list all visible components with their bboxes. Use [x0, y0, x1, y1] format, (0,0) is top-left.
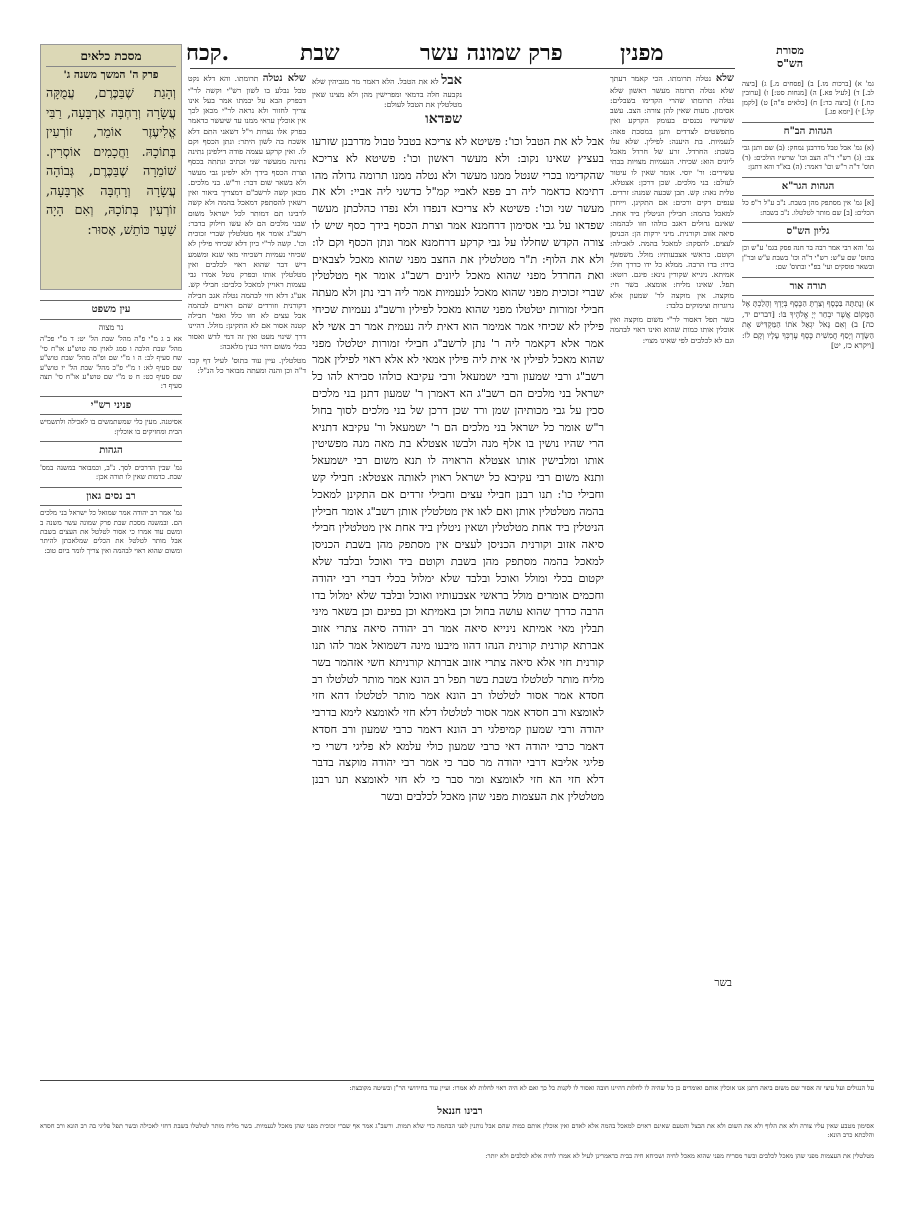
hagahot-bach-text: (א) גמ' אבל טבל מדרבנן נמחק: (ב) שם ותנן גבי צב: (ג) רש"י ד"ה הצב וכו' שרשיו הולכים: (ד) תוס' ד"ה ר"ש וכו' דאמר: (ה) בא"ד והא דתנן: — [742, 144, 874, 172]
talmud-lower-text — [312, 976, 732, 1050]
footer-tosafot-text: על הנגולים ועל עיצי זה אסור שם משום ביאה דתנן אנו אוכלין אותם ואומרים כן כל שהיה לו לחלות דהיינו חובה ואסור לו לקנות כל כך ואם לא היה ראוי לחלות לא אמרו: ועיין עוד בחידושי הר"ן ובשיטה מקובצת: — [349, 1084, 874, 1092]
tosafot-lead: שלא נטלה — [262, 73, 306, 84]
rashi-lead: שלא — [715, 73, 734, 84]
gilyon-shas-title: גליון הש"ס — [742, 222, 874, 242]
hagahot-gra-title: הגהות הגר"א — [742, 177, 874, 197]
ein-mishpat-subtitle: נר מצוה — [98, 322, 124, 332]
rav-nissim-title: רב נסים גאון — [40, 487, 182, 507]
mishna-box-text: וְהָגַת שֶׁבַּכֶּרֶם, עֲמֻקָּה עֲשָׂרָה וְרָחְבָּה אַרְבָּעָה, רַבִּי אֱלִיעֶזֶר אוֹמֵר, זוֹרְעִין בְּתוֹכָהּ. וַחֲכָמִים אוֹסְרִין. שׁוֹמֵרָה שֶׁבַּכֶּרֶם, גְּבוֹהָה עֲשָׂרָה וְרָחְבָּה אַרְבָּעָה, זוֹרְעִין בְּתוֹכָהּ, וְאִם הָיָה שַׁעַר כּוֹתֵשׁ, אָסוּר: — [46, 85, 176, 237]
rashi-bottom: בשר תפל דאסור לר"י משום מוקצה ואין אוכלין אותו כמות שהוא ואינו ראוי לבהמה וגם לא לכלבים לפי שאינו מצוי: — [610, 315, 734, 345]
right-margin-column — [742, 80, 874, 1074]
tractate-name: שבת — [300, 40, 340, 66]
mishna-box-title: מסכת כלאים — [46, 49, 176, 67]
footer-tosafot-continuation — [40, 1084, 874, 1104]
rashi-column — [610, 72, 734, 972]
footer-bottom-text: מטלטלין את העצמות מפני שהן מאכל לכלבים ובשר מסריח מפני שהוא מאכל לחיה ושכיחא חיה בבית כדאמרינן לעיל לא אמרו לחיה אלא לכלבים ולא יותר: — [485, 1152, 874, 1160]
gilyon-shas-text: גמ' והא רבי אמר רבה בר חנה פסק בגמ' ע"ש וכן בתוס' שם ע"ש: רש"י ד"ה וכו' בשבת ע"ש ובר"ן ובשאר פוסקים ועי' בפ"י ובתוס' שם: — [742, 244, 874, 272]
rabbeinu-chananel-body: אסימון מטבע שאין עליו צורה ולא את הלוף ולא את השום ולא את הבצל והטעם שאינם ראוים למאכל בהמה אלא לאדם ואין אוכלין אותם כמות שהם אבל נותנין לפני הבהמה כדי שלא תמות. ורשב"ג אמר אף שברי זכוכית מפני שהן מאכל לנעמיות. בשר מליח מותר לטלטלו בשבת דחזי לאכילה ובשר תפל פליגי בה רב הונא ורב חסדא והלכתא כרב הונא: — [40, 1122, 874, 1140]
rabbeinu-chananel-text — [40, 1122, 874, 1150]
left-margin-column — [40, 296, 182, 1074]
header-rule — [190, 68, 735, 69]
rabbeinu-chananel-label: רבינו חננאל — [437, 1106, 483, 1117]
ein-mishpat-text: אא ב ג מ"י פ"ה מהל' שבת הל' יט: ד מ"י פכ"ה מהל' שבת הלכה ו סמג לאוין סה טוש"ע או"ח סי' שח סעיף לב: ה ו מ"י שם ופ"ה מהל' שבת טוש"ע שם סעיף לא: ז מ"י פ"כ מהל' שבת הל' יז טוש"ע שם סעיף כט: ח ט מ"י שם טוש"ע או"ח סי' תצה סעיף ד: — [40, 335, 182, 391]
tosafot-column — [188, 72, 306, 1072]
mishna-box-heading: פרק ה' המשך משנה ג' — [63, 69, 159, 81]
talmud-lower-lead: בשר — [714, 977, 732, 989]
talmud-main-text — [312, 134, 604, 974]
mesoret-title-line1: מסורת — [776, 44, 804, 57]
hagahot-left-text: גמ' שבין הדרכים לסך. נ"ב, וכמבואר במשנה במס' שבת. כדמות שאין לו תורה אכן: — [40, 463, 182, 482]
torah-or-text: א) וְנָתַתָּה בַּכָּסֶף וְצַרְתָּ הַכֶּסֶף בְּיָדְךָ וְהָלַכְתָּ אֶל הַמָּקוֹם אֲשֶׁר יִבְחַר יְיָ אֱלֹהֶיךָ בּוֹ: [דברים יד, כה] ב) וְאִם גָּאֹל יִגְאַל אֹתוֹ הַמַּקְדִּישׁ אֶת הַשָּׂדֶה וְיָסַף חֲמִשִׁית כֶּסֶף עֶרְכְּךָ עָלָיו וְקָם לוֹ: [ויקרא כז, יט] — [742, 299, 874, 351]
talmud-second-lead: שפדאו — [425, 111, 462, 128]
hagahot-gra-text: [א] גמ' אין מסתפק מהן בשבת. נ"ב ע"ל ר"פ כל הכלים: [ב] שם מותר לטלטלו. נ"ב בשבת: — [742, 199, 874, 217]
hagahot-bach-title: הגהות הב"ח — [742, 122, 874, 142]
footer-bottom-line — [40, 1152, 874, 1172]
torah-or-title: תורה אור — [742, 277, 874, 297]
rav-nissim-text: גמ' אמר רב יהודה אמר שמואל כל ישראל בני מלכים הם. ובמשנה מסכת שבת פרק שמונה עשר משנה ב ומשם עוד אמרו כי אסור לטלטל את העצים בשבת אבל מותר לטלטל את הכלים שמלאכתן להיתר ומשום שהוא ראוי לבהמה ואין צריך לומר ביום טוב: — [40, 509, 182, 555]
mesoret-text: גמ' א) [ברכות מז.] ב) [פסחים מ.] ג) [ביצה לב.] ד) [לעיל פא.] ה) [מנחות סט:] ו) [ערובין כח.] ז) [ביצה כד:] ח) [כלאים פ"ה] ט) [לקמן קל.] י) [יומא פג.] — [742, 80, 874, 117]
talmud-top-lead: אבל — [441, 73, 462, 88]
mesoret-title — [745, 44, 835, 70]
penei-rashi-title: פניני רש"י — [40, 396, 182, 416]
mesoret-title-line2: הש"ס — [776, 57, 804, 70]
ein-mishpat-title: עין משפט — [40, 300, 182, 320]
talmud-top-text: לא את הטבל. הלא דאמר מר מגביהין שלא נקבעה חלה בדמאי ומפרישין מהן ולא מצינו שאין מטלטלין את הטבל לעולם: — [312, 77, 462, 109]
hagahot-left-title: הגהות — [40, 441, 182, 461]
tosafot-bottom: מטלטלין. עיין עוד בתוס' לעיל דף קכד ד"ה וכן והנה ומעתה מבואר כל הנ"ל: — [188, 356, 306, 376]
talmud-top-gloss — [312, 72, 462, 132]
talmud-body: אבל לא את הטבל וכו': פשיטא לא צריכא בטבל טבול מדרבנן שזרעו בעציץ שאינו נקוב: ולא מעשר ראשון וכו': פשיטא לא צריכא שהקדימו בכרי שנטל ממנו מעשר ולא נטלה ממנו תרומה גדולה מהו דתימא כדאמר ליה רב פפא לאביי קמ"ל כדשני ליה אביי: ולא את מעשר שני וכו': פשיטא לא צריכא דנפדו ולא נפדו כהלכתן מעשר שפדאו על גבי אסימון דרחמנא אמר וצרת הכסף בידך כסף שיש לו צורה הקדש שחללו על גבי קרקע דרחמנא אמר ונתן הכסף וקם לו: ולא את הלוף: ת"ר מטלטלין את החצב מפני שהוא מאכל לצבאים ואת החרדל מפני שהוא מאכל ליונים רשב"ג אומר אף מטלטלין שברי זכוכית מפני שהוא מאכל לנעמיות אמר ליה רבי נתן ולא מעתה חבילי זמורות יטלטלו מפני שהוא מאכל לפילין ורשב"ג נעמיות שכיחי פילין לא שכיחי אמר אמימר הוא דאית ליה נעמית אמר רב אשי לא אמר אלא דקאמר ליה ר' נתן לרשב"ג חבילי זמורות יטלטלו מפני שהוא מאכל לפילין אי אית ליה פילין אמאי לא אלא ראוי לפילין אמר רשב"ג ורבי שמעון ורבי ישמעאל ורבי עקיבא כולהו סבירא להו כל ישראל בני מלכים הם רשב"ג הא דאמרן ר' שמעון דתנן בני מלכים סכין על גבי מכותיהן שמן ורד שכן דרכן של בני מלכים לסוך בחול ר"ש אומר כל ישראל בני מלכים הם ר' ישמעאל ור' עקיבא דתניא הרי שהיו נושין בו אלף מנה ולבשו אצטלא בת מאה מנה מפשיטין אותו ומלבישין אותו אצטלא הראויה לו תנא משום רבי ישמעאל ותנא משום רבי עקיבא כל ישראל ראוין לאותה אצטלא: חבילי קש וחבילי כו': תנו רבנן חבילי עצים וחבילי זרדים אם התקינן למאכל בהמה מטלטלין אותן ואם לאו אין מטלטלין אותן רשב"ג אומר חבילין הניטלין ביד אחת מטלטלין ושאין ניטלין ביד אחת אין מטלטלין חבילי סיאה אזוב וקורנית הכניסן לעצים אין מסתפק מהן בשבת הכניסן למאכל בהמה מסתפק מהן בשבת וקוטם ביד ואוכל ובלבד שלא יקטום בכלי ומולל ואוכל ובלבד שלא ימלול בכלי דברי רבי יהודה וחכמים אומרים מולל בראשי אצבעותיו ואוכל ובלבד שלא ימלול בדו הרבה כדרך שהוא עושה בחול וכן באמיתא וכן בפיגם וכן בשאר מיני תבלין מאי אמיתא נינייא סיאה אמר רב יהודה סיאה צתרי אזוב אברתא קורנית קורנית הנהו דהוו מיבעו מינה דשמואל אמר להו תנו קורנית חזי אלא סיאה צתרי אזוב אברתא קורניתא חשי אזהמר בשר מליח מותר לטלטלו בשבת בשר תפל רב הונא אמר מותר לטלטלו רב חסדא אמר אסור לטלטלו רב הונא אמר מותר לטלטלו דהא חזי לאומצא ורב חסדא אמר אסור לטלטלו דלא חזי לאומצא לימא בדרבי יהודה ורבי שמעון קמיפלגי רב הונא דאמר כרבי שמעון ורב חסדא דאמר כרבי יהודה דאי כרבי שמעון כולי עלמא לא פליגי דשרי כי פליגי אליבא דרבי יהודה מר סבר כי אמר רבי יהודה מוקצה בדבר דלא חזי הא חזי לאומצא ומר סבר כי לא חזי לאומצא תנו רבנן מטלטלין את העצמות מפני שהן מאכל לכלבים ובשר — [312, 135, 604, 804]
rashi-text: נטלה תרומתו. הכי קאמר דעתך שלא נטלה תרומה מעשר ראשון שלא נטלה תרומתו שהרי הקדימו בשבלים: אסימון. מעות שאין להן צורה: הצב. עשב ששרשיו נכנסים בעומק הקרקע ואין מתפשטים לצדדים ותנן במסכת פאה: לנעמיות. בת היענה: לפילין. שלא עלו בשבת: החרדל. זרע של חרדל מאכל ליונים הוא: שכיחי. הנעמיות מצויות בבתי עשירים: ור' יוסי. אומר שאין לו עיטור לעולם: בני מלכים. שכן דרכן: אצטלא. טלית נאה: קש. תבן שבעה שמנה: זרדים. ענפים דקים ורכים: אם התקינן. וייחדן למאכל בהמה: חבילין הניטלין ביד אחת. שאינם גדולים דאגב כולהו חזו לבהמה: סיאה אזוב וקורנית. מיני ירקות הן: הכניסן לעצים. להסקה: למאכל בהמה. לאכילה: וקוטם. בראשי אצבעותיו: מולל. משפשף בידו: בדו הרבה. ממלא כל ידו כדרך חול: אמיתא. נינייא שקורין נינא: פיגם. רוטא: תפל. שאינו מליח: אומצא. בשר חי: מוקצה. אין מוקצה לר' שמעון אלא גרוגרות וצימוקים בלבד: — [610, 74, 734, 310]
daf-number: קכח. — [186, 40, 230, 66]
mishna-box — [40, 44, 182, 290]
tosafot-text: תרומתו. והא דלא נקט טבל נבלע בו לשון רש"י וקשה לר"י דבפרק הבא על יבמתו אמר בעל אינו צריך לחזור ולא נראה לר"י מכאן לכך אין אוכלין עראי ממנו עד שיעשר כדאמר בפרק אלו נערות וי"ל דשאני התם דלא אשכח בה לשון היתר: ונתן הכסף וקם לו. ואין קרקע עצמה פודה דילפינן נתינה נתינה ממעשר שני וכתיב ונתתה בכסף וצרת הכסף בידך ולא ילפינן גבי מעשר ולא בשאר שום דבר: ור"ש. בני מלכים. מכאן קשה לרשב"ם דמצריך ביאור ואין רשאין להסתפק דמאכל בהמה ולא קשה לרבינו תם דמותר לכל ישראל משום שבני מלכים הם לא עשו חילוק בדבר: רשב"ג אומר אף מטלטלין שברי זכוכית וכו'. קשה לר"י כיון דלא שכיחי פילין לא שכיחי נעמיות דשכיחי מאי שנא ומשמע דיש דבר שהוא ראוי לכלבים ואין מטלטלין אותו ובפרק נוטל אמרו גבי עצמות ראויין למאכל כלבים: חבילי קש. אע"ג דלא חזי לבהמה נטלה אגב חבילה דקורנית וזורדים שהם ראויים לבהמה אבל עצים לא חזו כלל ואפי' חבילה קטנה אסור אם לא התקינן: מולל. דהיינו דרך שינוי מעט ואין זה דמי לדש ואסור בכלי משום דהוי כעין מלאכה: — [188, 74, 306, 351]
chapter-first-word: מפנין — [620, 40, 664, 66]
footer-rule — [40, 1080, 874, 1081]
chapter-name: פרק שמונה עשר — [420, 40, 563, 66]
penei-rashi-text: אסיטנה. מעין כלי שמשתמשים בו לאכילה ולתשמיש הבית ומחזיקים בו אוכלין: — [40, 418, 182, 436]
